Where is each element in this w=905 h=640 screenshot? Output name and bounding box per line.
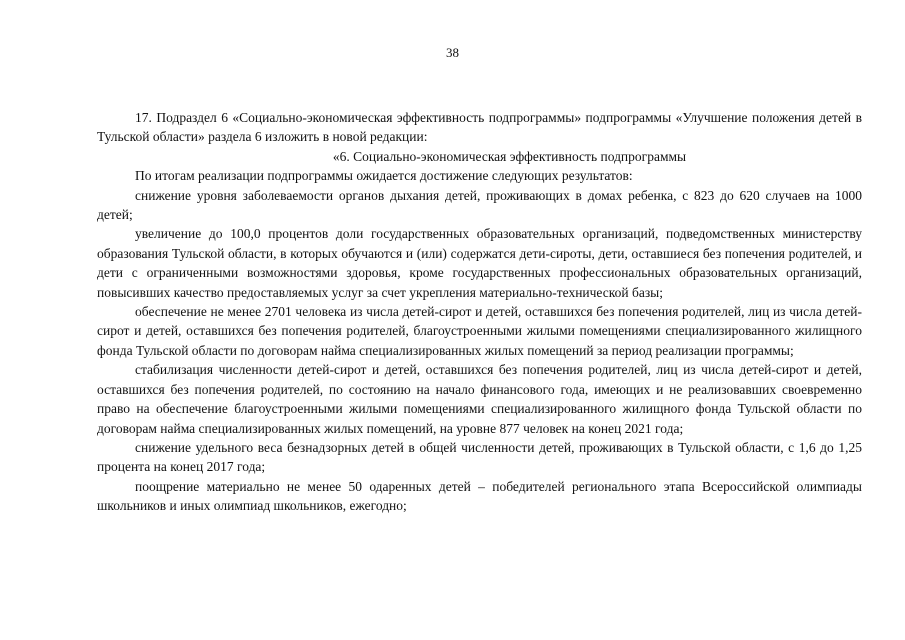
paragraph-result-housing-stabilization: стабилизация численности детей-сирот и детей, оставшихся без попечения родителей, лиц из числа детей-сирот и детей, оставшихся без попечения родителей, по состоянию на начало финансового года, имеющих и не реализовавших своевременно право на обеспечение благоустроенными жилыми помещениями специализированного жилищного фонда Тульской области по договорам найма специализированных жилых помещений, на уровне 877 человек на конец 2021 года; [97, 362, 862, 436]
paragraph-amendment-intro: 17. Подраздел 6 «Социально-экономическая эффективность подпрограммы» подпрограммы «Улучшение положения детей в Тульской области» раздела 6 изложить в новой редакции: [97, 110, 862, 145]
page-number: 38 [446, 45, 459, 60]
paragraph-result-respiratory: снижение уровня заболеваемости органов дыхания детей, проживающих в домах ребенка, с 823 до 620 случаев на 1000 детей; [97, 187, 862, 223]
section-heading: «6. Социально-экономическая эффективность подпрограммы [332, 148, 687, 164]
paragraph-result-organizations: увеличение до 100,0 процентов доли государственных образовательных организаций, подведомственных министерству образования Тульской области, в которых обучаются и (или) содержатся дети-сироты, дети, оставшиеся без попечения родителей, и дети с ограниченными возможностями здоровья, кроме государственных профессиональных образовательных организаций, повысивших качество предоставляемых услуг за счет укрепления материально-технической базы; [97, 226, 862, 300]
paragraph-result-neglected-children: снижение удельного веса безнадзорных детей в общей численности детей, проживающих в Тульской области, с 1,6 до 1,25 процента на конец 2017 года; [97, 439, 862, 475]
paragraph-result-gifted-children: поощрение материально не менее 50 одаренных детей – победителей регионального этапа Всероссийской олимпиады школьников и иных олимпиад школьников, ежегодно; [97, 478, 862, 514]
document-body [97, 108, 862, 516]
paragraph-result-housing-provision: обеспечение не менее 2701 человека из числа детей-сирот и детей, оставшихся без попечения родителей, лиц из числа детей-сирот и детей, оставшихся без попечения родителей, благоустроенными жилыми помещениями специализированного жилищного фонда Тульской области по договорам найма специализированных жилых помещений за период реализации программы; [97, 304, 862, 358]
paragraph-results-intro: По итогам реализации подпрограммы ожидается достижение следующих результатов: [135, 168, 633, 184]
